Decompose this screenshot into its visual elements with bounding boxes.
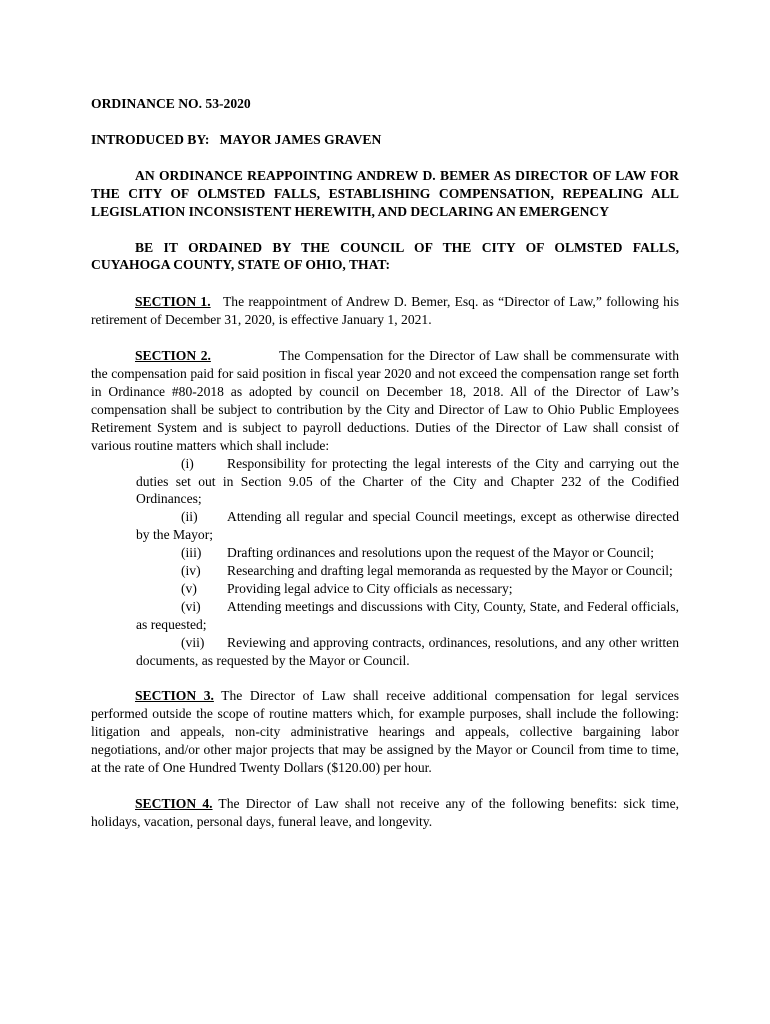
ordinance-title: AN ORDINANCE REAPPOINTING ANDREW D. BEMER AS DIRECTOR OF LAW FOR THE CITY OF OLMSTED FALLS, ESTABLISHING COMPENSATION, REPEALING ALL LEGISLATION INCONSISTENT HEREWITH, AND DECLARING AN EMERGENCY <box>91 167 679 219</box>
duty-number: (iii) <box>181 545 202 561</box>
section-3-label: SECTION 3. <box>135 688 214 704</box>
section-1-text: The reappointment of Andrew D. Bemer, Esq. as “Director of Law,” following his retirement of December 31, 2020, is effective January 1, 2021. <box>91 294 679 328</box>
duty-text: Attending meetings and discussions with City, County, State, and Federal officials, as requested; <box>136 598 679 632</box>
section-4-label: SECTION 4. <box>135 796 213 811</box>
ordinance-number: ORDINANCE NO. 53-2020 <box>91 96 251 111</box>
duty-item <box>136 455 679 509</box>
duty-number: (v) <box>181 580 197 596</box>
duty-number: (iv) <box>181 563 201 579</box>
duty-item <box>136 598 679 634</box>
duty-item <box>136 508 679 544</box>
duty-number: (ii) <box>181 509 198 525</box>
section-3 <box>91 687 679 777</box>
duty-item <box>136 544 679 562</box>
introduced-by: INTRODUCED BY: MAYOR JAMES GRAVEN <box>91 131 382 147</box>
duty-text: Providing legal advice to City officials as necessary; <box>227 580 513 596</box>
section-2-text: The Compensation for the Director of Law shall be commensurate with the compensation paid for said position in fiscal year 2020 and not exceed the compensation range set forth in Ordinance #80-2018 as adopted by council on December 18, 2018. All of the Director of Law’s compensation shall be subject to contribution by the City and Director of Law to Ohio Public Employees Retirement System and is subject to payroll deductions. Duties of the Director of Law shall consist of various routine matters which shall include: <box>91 348 679 453</box>
section-2-intro <box>91 347 679 454</box>
ordinance-body <box>91 95 679 849</box>
duty-number: (i) <box>181 455 194 471</box>
duty-text: Drafting ordinances and resolutions upon the request of the Mayor or Council; <box>227 545 654 561</box>
section-4 <box>91 795 679 831</box>
duty-text: Reviewing and approving contracts, ordinances, resolutions, and any other written documents, as requested by the Mayor or Council. <box>136 634 679 668</box>
duty-number: (vi) <box>181 598 201 614</box>
duty-item <box>136 562 679 580</box>
duty-text: Researching and drafting legal memoranda as requested by the Mayor or Council; <box>227 563 673 579</box>
ordained-clause: BE IT ORDAINED BY THE COUNCIL OF THE CITY OF OLMSTED FALLS, CUYAHOGA COUNTY, STATE OF OHIO, THAT: <box>91 239 679 273</box>
section-2-label: SECTION 2. <box>135 348 211 364</box>
section-1-label: SECTION 1. <box>135 294 211 310</box>
duty-item <box>136 580 679 598</box>
duty-number: (vii) <box>181 634 205 650</box>
duty-item <box>136 634 679 670</box>
section-4-text: The Director of Law shall not receive any of the following benefits: sick time, holidays, vacation, personal days, funeral leave, and longevity. <box>91 796 679 829</box>
duties-list <box>91 455 679 670</box>
duty-text: Responsibility for protecting the legal interests of the City and carrying out the duties set out in Section 9.05 of the Charter of the City and Chapter 232 of the Codified Ordinances; <box>136 455 679 507</box>
section-3-text: The Director of Law shall receive additional compensation for legal services performed outside the scope of routine matters which, for example purposes, shall include the following: litigation and appeals, non-city administrative hearings and appeals, collective bargaining labor negotiations, and/or other major projects that may be assigned by the Mayor or Council from time to time, at the rate of One Hundred Twenty Dollars ($120.00) per hour. <box>91 688 679 776</box>
section-2 <box>91 347 679 669</box>
duty-text: Attending all regular and special Council meetings, except as otherwise directed by the Mayor; <box>136 509 679 543</box>
section-1 <box>91 293 679 329</box>
